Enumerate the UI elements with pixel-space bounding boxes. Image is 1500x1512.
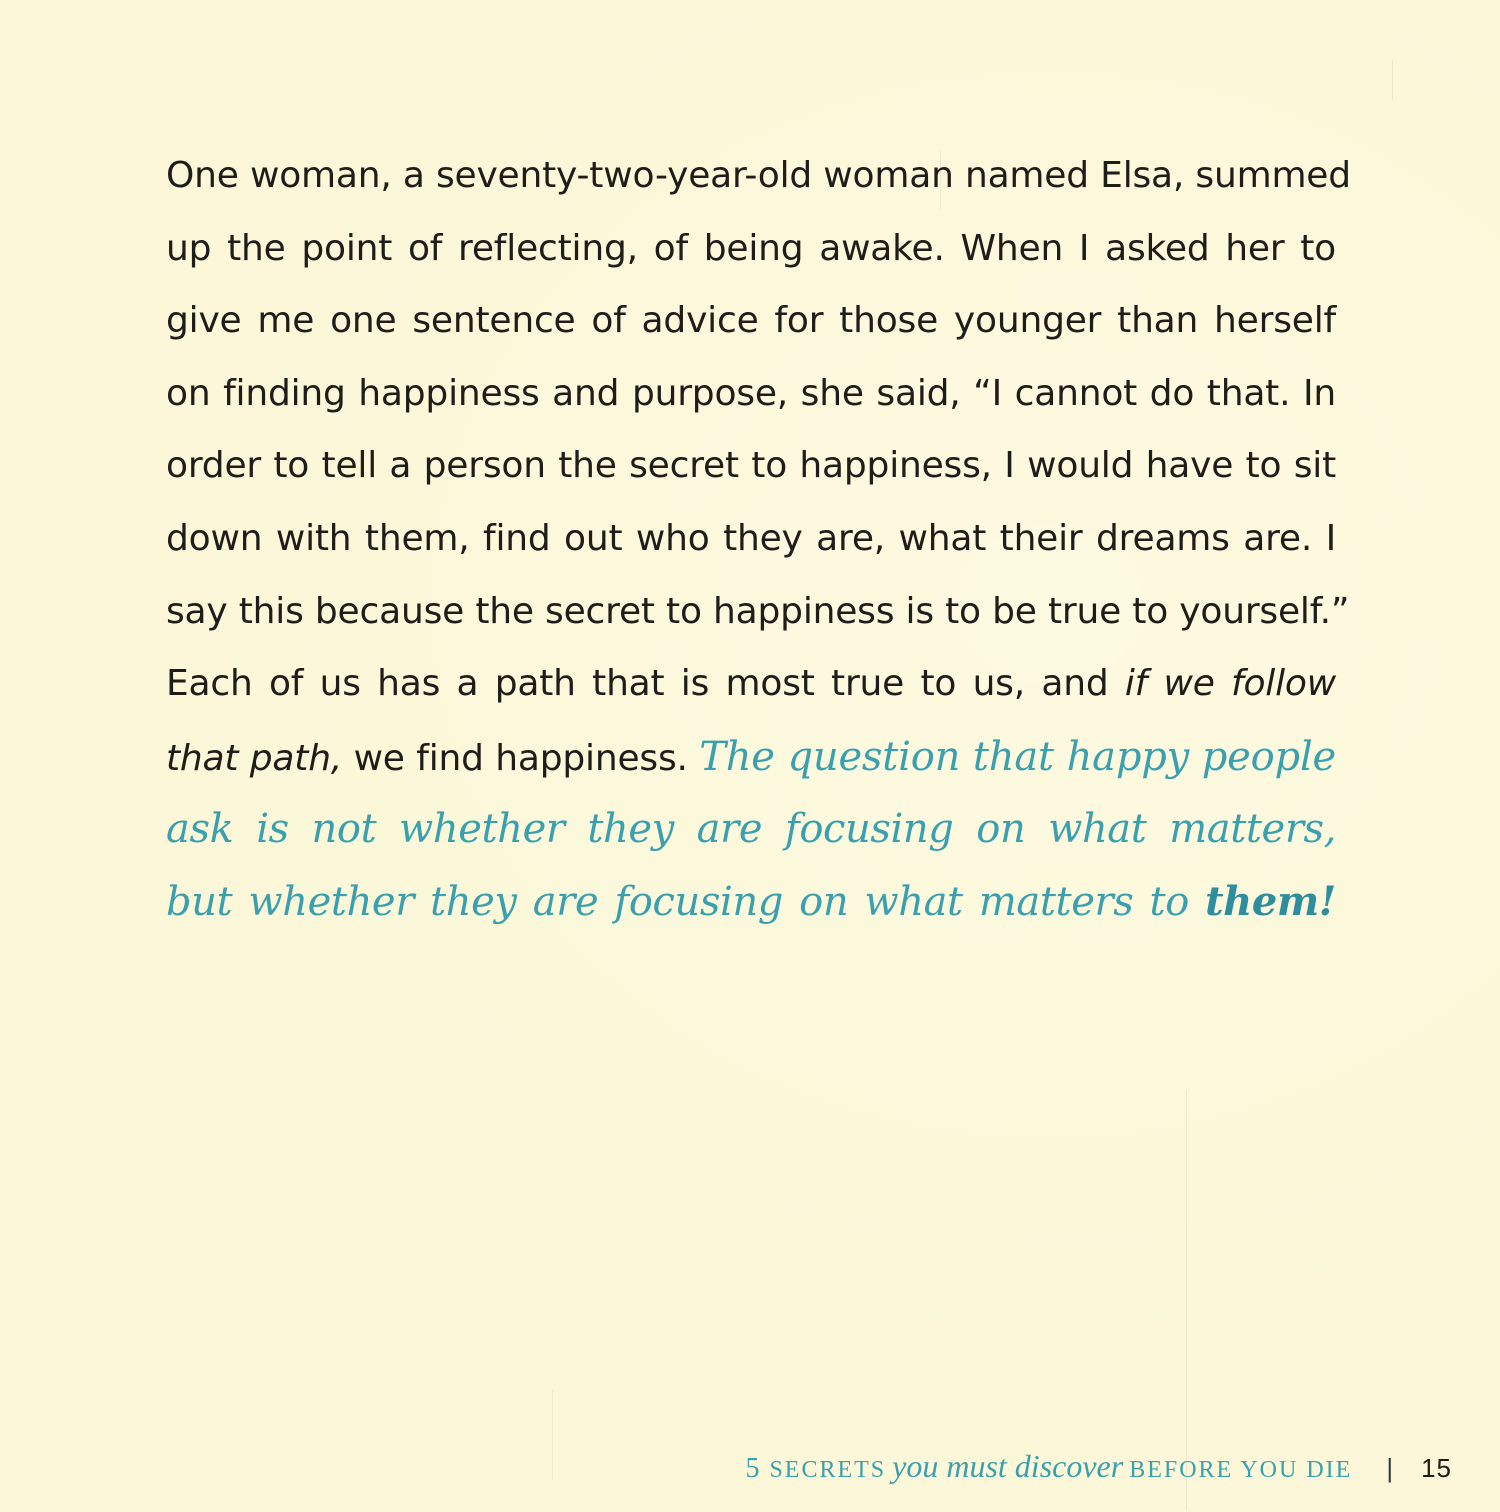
pull-quote-line: ask is not whether they are focusing on what matters, bbox=[166, 806, 1336, 853]
emphasis-text: if we follow bbox=[1124, 663, 1336, 705]
body-line-plain: we find happiness. bbox=[353, 737, 688, 779]
footer-italic: you must discover bbox=[892, 1448, 1124, 1484]
body-line bbox=[166, 721, 1336, 794]
body-line bbox=[166, 648, 1336, 721]
footer-separator: | bbox=[1386, 1453, 1394, 1483]
pull-quote-line bbox=[166, 866, 1336, 939]
body-line: on finding happiness and purpose, she said, “I cannot do that. In bbox=[166, 372, 1336, 414]
emphasis-text: that path, bbox=[166, 737, 343, 779]
body-line: say this because the secret to happiness is to be true to yourself.” bbox=[166, 590, 1350, 632]
body-line: down with them, find out who they are, what their dreams are. I bbox=[166, 517, 1336, 559]
footer-number: 5 bbox=[745, 1453, 762, 1484]
pull-quote-text: The question that happy people bbox=[699, 733, 1337, 780]
body-line: up the point of reflecting, of being awake. When I asked her to bbox=[166, 227, 1336, 269]
body-line: order to tell a person the secret to happiness, I would have to sit bbox=[166, 445, 1336, 487]
scan-streak bbox=[1186, 1090, 1187, 1510]
body-line-plain: Each of us has a path that is most true to us, and bbox=[166, 663, 1109, 705]
footer-before-you-die: BEFORE YOU DIE bbox=[1129, 1457, 1353, 1483]
scan-streak bbox=[1392, 60, 1393, 100]
body-line: One woman, a seventy-two-year-old woman named Elsa, summed bbox=[166, 155, 1351, 196]
pull-quote-text: but whether they are focusing on what matters to bbox=[166, 878, 1189, 925]
body-line: give me one sentence of advice for those younger than herself bbox=[166, 300, 1336, 342]
pull-quote-emphasis: them! bbox=[1205, 877, 1336, 925]
running-footer bbox=[745, 1448, 1452, 1485]
body-paragraph bbox=[166, 140, 1351, 939]
footer-secrets: SECRETS bbox=[769, 1457, 887, 1483]
scan-streak bbox=[552, 1390, 553, 1480]
page-number: 15 bbox=[1421, 1453, 1452, 1483]
